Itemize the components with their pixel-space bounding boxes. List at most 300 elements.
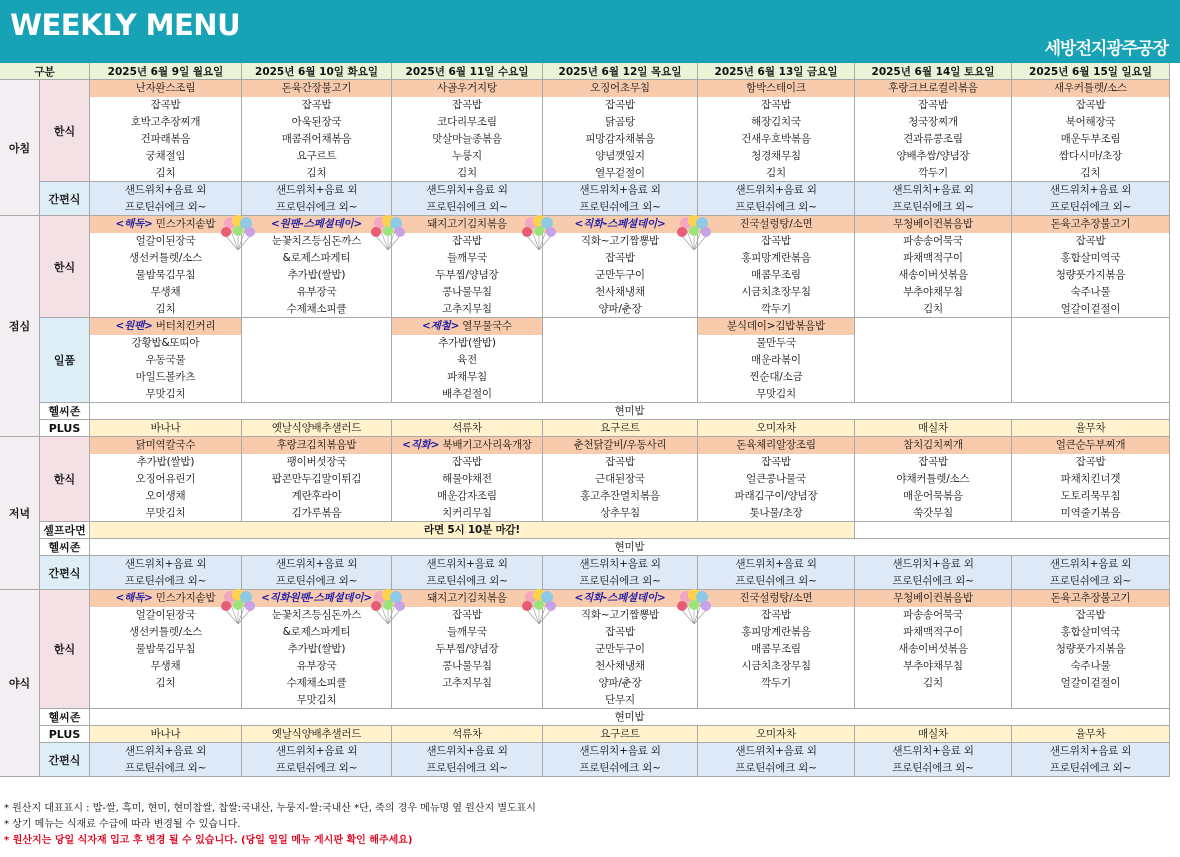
menu-item: 김치	[457, 167, 477, 179]
menu-main-dish: 난자완스조림	[90, 80, 241, 97]
menu-item: 홍피망계란볶음	[741, 626, 811, 638]
menu-item: 닭곰탕	[605, 116, 635, 128]
menu-item: 잡곡밥	[150, 99, 181, 111]
menu-item: 매운두부조림	[1060, 133, 1121, 145]
menu-item: 물밤묵김무침	[135, 269, 196, 281]
menu-item: 김치	[766, 167, 786, 179]
menu-item: 피망감자채볶음	[585, 133, 655, 145]
footer-notes	[4, 801, 1174, 849]
plus-cell	[90, 726, 242, 743]
menu-item: 얼갈이된장국	[135, 235, 196, 247]
menu-item: 파송송어묵국	[903, 235, 963, 247]
menu-main-dish: 돼지고기김치볶음	[392, 216, 542, 233]
menu-main-dish: 돈육고추장불고기	[1012, 590, 1169, 607]
menu-item: 매운어묵볶음	[903, 490, 963, 502]
menu-item: 추가밥(쌀밥)	[136, 456, 195, 468]
menu-item: 프로틴쉬에크 외~	[90, 573, 241, 590]
subsection-label: 한식	[40, 437, 90, 522]
menu-item: 잡곡밥	[452, 456, 482, 468]
plus-item: 매실차	[918, 422, 948, 434]
section-label: 아침	[0, 80, 40, 216]
menu-cell	[543, 556, 698, 590]
menu-item: 부추야채무침	[903, 286, 963, 298]
plus-cell	[698, 420, 855, 437]
menu-cell	[855, 590, 1012, 709]
column-header-day: 2025년 6월 15일 일요일	[1012, 63, 1170, 80]
menu-item: 생선커틀렛/소스	[129, 626, 202, 638]
menu-item: 쌈다시마/초장	[1059, 150, 1122, 162]
subsection-label: 헬씨존	[40, 403, 90, 420]
menu-item: 시금치초장무침	[741, 660, 811, 672]
menu-tag: <직화원팬-스페셜데이>	[261, 592, 372, 604]
plus-cell	[1012, 726, 1170, 743]
menu-item: 잡곡밥	[605, 252, 635, 264]
plus-item: 율무차	[1075, 728, 1106, 740]
menu-item: 야채커틀렛/소스	[896, 473, 970, 485]
menu-item: 매콤무조림	[751, 643, 801, 655]
menu-item: 매콤무조림	[751, 269, 801, 281]
menu-cell	[242, 318, 392, 403]
menu-item: 단무지	[605, 694, 635, 706]
menu-item: 김가루볶음	[291, 507, 342, 519]
menu-cell	[242, 182, 392, 216]
menu-item: &로제스파게티	[282, 626, 351, 638]
menu-item: 청량풋가지볶음	[1055, 269, 1126, 281]
menu-item: 매운감자조림	[437, 490, 497, 502]
healthy-zone-item: 현미밥	[614, 541, 645, 553]
menu-main-dish: 샌드위치+음료 외	[698, 556, 854, 573]
menu-main-dish	[242, 216, 391, 233]
self-ramen-notice	[90, 522, 855, 539]
menu-item: 프로틴쉬에크 외~	[1012, 199, 1169, 216]
plus-cell	[242, 420, 392, 437]
menu-main-dish: 후랑크브로컬리볶음	[855, 80, 1011, 97]
menu-main-dish: 참치김치찌개	[855, 437, 1011, 454]
menu-item: 요구르트	[296, 150, 337, 162]
menu-main-dish: 얼큰순두부찌개	[1012, 437, 1169, 454]
menu-item: &로제스파게티	[282, 252, 351, 264]
menu-item: 파채치킨너겟	[1060, 473, 1121, 485]
menu-item: 프로틴쉬에크 외~	[1012, 573, 1169, 590]
self-ramen-text: 라면 5시 10분 마감!	[424, 524, 520, 536]
menu-item: 건새우호박볶음	[741, 133, 811, 145]
menu-main-dish: 닭미역칼국수	[90, 437, 241, 454]
menu-tag: <원팬-스페셜데이>	[271, 218, 362, 230]
menu-main-dish: 샌드위치+음료 외	[1012, 556, 1169, 573]
healthy-zone-item: 현미밥	[614, 711, 645, 723]
menu-item: 양념깻잎지	[595, 150, 645, 162]
menu-item: 프로틴쉬에크 외~	[242, 573, 391, 590]
menu-tag: <해독>	[115, 218, 153, 230]
menu-item: 매운라볶이	[751, 354, 801, 366]
menu-item: 군만두구이	[595, 269, 645, 281]
column-header-day: 2025년 6월 10일 화요일	[242, 63, 392, 80]
menu-main-dish: 춘천닭갈비/우동사리	[543, 437, 697, 454]
menu-item: 숙주나물	[1070, 660, 1111, 672]
menu-item: 견과류콩조림	[903, 133, 963, 145]
menu-cell	[392, 318, 543, 403]
menu-item: 얼갈이된장국	[135, 609, 196, 621]
menu-main-dish: 진국설렁탕/소면	[698, 216, 854, 233]
menu-item: 무생채	[150, 286, 181, 298]
menu-item: 청국장찌개	[908, 116, 958, 128]
menu-cell	[543, 182, 698, 216]
plus-item: 바나나	[150, 422, 181, 434]
menu-item: 팝콘만두김말이튀김	[271, 473, 362, 485]
menu-item: 잡곡밥	[1075, 235, 1106, 247]
balloon-bouquet-icon	[521, 588, 557, 628]
menu-item: 유부장국	[296, 286, 337, 298]
menu-item: 미역줄기볶음	[1060, 507, 1121, 519]
company-logo-text: 세방전지광주공장	[1044, 39, 1168, 59]
menu-item: 팽이버섯장국	[286, 456, 347, 468]
subsection-label: 헬씨존	[40, 709, 90, 726]
menu-item: 홍피망계란볶음	[741, 252, 811, 264]
menu-item: 잡곡밥	[761, 99, 791, 111]
menu-cell	[543, 318, 698, 403]
menu-item: 치커리무침	[442, 507, 492, 519]
menu-cell	[392, 80, 543, 182]
menu-item: 청경채무침	[751, 150, 801, 162]
menu-item: 잡곡밥	[761, 235, 791, 247]
menu-item: 군만두구이	[595, 643, 645, 655]
plus-cell	[1012, 420, 1170, 437]
menu-item: 홍합살미역국	[1060, 252, 1121, 264]
menu-tag: <원팬>	[115, 320, 153, 332]
menu-main-dish: 돈육체리알장조림	[698, 437, 854, 454]
menu-item: 파송송어묵국	[903, 609, 963, 621]
menu-cell	[392, 437, 543, 522]
section-label: 점심	[0, 216, 40, 437]
menu-main-dish: 샌드위치+음료 외	[392, 743, 542, 760]
menu-item: 마일드볼카츠	[135, 371, 196, 383]
menu-item: 얼큰콩나물국	[746, 473, 806, 485]
section-label: 야식	[0, 590, 40, 777]
menu-item: 상추무침	[600, 507, 640, 519]
subsection-label: 헬씨존	[40, 539, 90, 556]
menu-item: 잡곡밥	[452, 609, 482, 621]
menu-item: 고추지무침	[442, 303, 492, 315]
menu-cell	[1012, 743, 1170, 777]
plus-item: 율무차	[1075, 422, 1106, 434]
menu-item: 프로틴쉬에크 외~	[855, 199, 1011, 216]
menu-cell	[543, 80, 698, 182]
subsection-label: PLUS	[40, 726, 90, 743]
menu-cell	[698, 743, 855, 777]
menu-cell	[698, 80, 855, 182]
menu-item: 잡곡밥	[761, 456, 791, 468]
menu-item: 쑥갓무침	[913, 507, 953, 519]
menu-cell	[1012, 556, 1170, 590]
balloon-bouquet-icon	[370, 588, 406, 628]
menu-main-dish: 샌드위치+음료 외	[698, 743, 854, 760]
menu-item: 눈꽃치즈등심돈까스	[271, 235, 362, 247]
menu-main-dish: 샌드위치+음료 외	[855, 556, 1011, 573]
menu-item: 무생채	[150, 660, 181, 672]
balloon-bouquet-icon	[370, 214, 406, 254]
plus-item: 바나나	[150, 728, 181, 740]
menu-cell	[90, 743, 242, 777]
menu-main-dish: 샌드위치+음료 외	[242, 556, 391, 573]
menu-item: 콩나물무침	[442, 286, 492, 298]
menu-item: 파래김구이/양념장	[734, 490, 818, 502]
menu-main-dish: 오징어초무침	[543, 80, 697, 97]
menu-item: 무맛김치	[145, 388, 186, 400]
plus-cell	[855, 420, 1012, 437]
menu-item: 북어해장국	[1065, 116, 1116, 128]
menu-cell	[855, 80, 1012, 182]
section-label: 저녁	[0, 437, 40, 590]
plus-item: 옛날식양배추샐러드	[271, 728, 362, 740]
menu-main-dish: 돈육간장불고기	[242, 80, 391, 97]
menu-main-dish: 샌드위치+음료 외	[90, 182, 241, 199]
menu-item: 김치	[306, 167, 327, 179]
menu-cell	[90, 556, 242, 590]
menu-item: 양파/춘장	[598, 303, 642, 315]
menu-item: 깍두기	[761, 303, 791, 315]
menu-item: 천사채냉채	[595, 660, 645, 672]
menu-item: 잡곡밥	[605, 456, 635, 468]
menu-item: 아욱된장국	[291, 116, 342, 128]
menu-item: 프로틴쉬에크 외~	[698, 199, 854, 216]
menu-cell	[698, 590, 855, 709]
menu-item: 새송이버섯볶음	[898, 269, 968, 281]
balloon-bouquet-icon	[521, 214, 557, 254]
menu-cell	[1012, 437, 1170, 522]
menu-tag: <직화>	[402, 439, 440, 451]
menu-item: 양배추쌈/양념장	[896, 150, 970, 162]
menu-item: 홍고추잔멸치볶음	[580, 490, 660, 502]
menu-main-dish: 샌드위치+음료 외	[543, 743, 697, 760]
menu-item: 김치	[155, 677, 176, 689]
menu-main-dish: 함박스테이크	[698, 80, 854, 97]
menu-cell	[392, 182, 543, 216]
menu-item: 깍두기	[761, 677, 791, 689]
menu-item: 건파래볶음	[140, 133, 191, 145]
menu-cell	[1012, 80, 1170, 182]
menu-tag: <해독>	[115, 592, 153, 604]
menu-main-dish: 분식데이>김밥볶음밥	[698, 318, 854, 335]
menu-item: 프로틴쉬에크 외~	[543, 199, 697, 216]
menu-item: 프로틴쉬에크 외~	[543, 760, 697, 777]
menu-cell	[90, 318, 242, 403]
menu-item: 무맛김치	[756, 388, 796, 400]
menu-item: 고추지무침	[442, 677, 492, 689]
menu-item: 파채맥적구이	[903, 626, 963, 638]
plus-cell	[543, 726, 698, 743]
page-title: WEEKLY MENU	[10, 8, 241, 42]
menu-cell	[90, 437, 242, 522]
menu-item: 잡곡밥	[452, 235, 482, 247]
plus-item: 요구르트	[600, 728, 640, 740]
menu-cell	[543, 437, 698, 522]
subsection-label: 간편식	[40, 556, 90, 590]
menu-item: 김치	[155, 303, 176, 315]
menu-item: 얼갈이겉절이	[1060, 677, 1121, 689]
menu-item: 김치	[923, 677, 943, 689]
menu-cell	[855, 318, 1012, 403]
footer-line-warning: * 원산지는 당일 식자재 입고 후 변경 될 수 있습니다. (당일 일일 메뉴 게시판 확인 해주세요)	[4, 835, 413, 846]
menu-item: 프로틴쉬에크 외~	[242, 760, 391, 777]
menu-item: 프로틴쉬에크 외~	[1012, 760, 1169, 777]
menu-table	[0, 63, 1180, 801]
menu-item: 무맛김치	[145, 507, 186, 519]
menu-main-dish: <원팬> 버터치킨커리	[90, 318, 241, 335]
menu-main-dish: 진국설렁탕/소면	[698, 590, 854, 607]
menu-item: 육전	[457, 354, 477, 366]
subsection-label: 간편식	[40, 182, 90, 216]
menu-item: 프로틴쉬에크 외~	[698, 760, 854, 777]
menu-cell	[392, 556, 543, 590]
plus-item: 석류차	[452, 422, 482, 434]
plus-cell	[543, 420, 698, 437]
menu-item: 프로틴쉬에크 외~	[392, 573, 542, 590]
menu-cell	[698, 182, 855, 216]
menu-item: 추가밥(쌀밥)	[287, 269, 346, 281]
healthy-zone-cell	[90, 709, 1170, 726]
menu-main-dish: 사골우거지탕	[392, 80, 542, 97]
menu-tag: <제철>	[422, 320, 460, 332]
menu-item: 잡곡밥	[605, 626, 635, 638]
menu-cell	[855, 743, 1012, 777]
menu-cell	[242, 437, 392, 522]
menu-main-dish: <해독> 민스가지솥밥	[90, 216, 241, 233]
menu-item: 얼갈이겉절이	[1060, 303, 1121, 315]
menu-item: 두부찜/양념장	[435, 643, 499, 655]
footer-line-origin: * 원산지 대표표시 : 밥-쌀, 흑미, 현미, 현미찹쌀, 찹쌀:국내산, 누룽지-쌀:국내산 *단, 죽의 경우 메뉴명 옆 원산지 별도표시	[4, 803, 536, 814]
balloon-bouquet-icon	[220, 588, 256, 628]
plus-cell	[698, 726, 855, 743]
menu-cell	[855, 182, 1012, 216]
menu-item: 추가밥(쌀밥)	[438, 337, 496, 349]
menu-item: 해물야채전	[442, 473, 492, 485]
menu-item: 깍두기	[918, 167, 948, 179]
plus-item: 매실차	[918, 728, 948, 740]
menu-main-dish: 샌드위치+음료 외	[242, 182, 391, 199]
menu-item: 근대된장국	[595, 473, 645, 485]
menu-cell	[242, 743, 392, 777]
menu-item: 프로틴쉬에크 외~	[392, 760, 542, 777]
menu-main-dish: 샌드위치+음료 외	[242, 743, 391, 760]
menu-item: 새송이버섯볶음	[898, 643, 968, 655]
menu-main-dish: 무청베이컨볶음밥	[855, 590, 1011, 607]
menu-item: 추가밥(쌀밥)	[287, 643, 346, 655]
balloon-bouquet-icon	[220, 214, 256, 254]
menu-item: 파채무침	[447, 371, 487, 383]
column-header-day: 2025년 6월 12일 목요일	[543, 63, 698, 80]
menu-item: 물밤묵김무침	[135, 643, 196, 655]
menu-main-dish: 샌드위치+음료 외	[698, 182, 854, 199]
menu-item: 호박고추장찌개	[130, 116, 201, 128]
subsection-label: 일품	[40, 318, 90, 403]
menu-main-dish: <직화> 북배기고사리육개장	[392, 437, 542, 454]
menu-item: 직화~고기짬뽕밥	[580, 235, 660, 247]
healthy-zone-cell	[90, 403, 1170, 420]
menu-tag: <직화-스페셜데이>	[574, 592, 666, 604]
menu-item: 직화~고기짬뽕밥	[580, 609, 660, 621]
menu-cell	[698, 318, 855, 403]
menu-item: 유부장국	[296, 660, 337, 672]
menu-main-dish: 샌드위치+음료 외	[90, 556, 241, 573]
menu-item: 홍합살미역국	[1060, 626, 1121, 638]
menu-item: 강황밥&또띠아	[131, 337, 200, 349]
subsection-label: 셀프라면	[40, 522, 90, 539]
subsection-label: 간편식	[40, 743, 90, 777]
menu-cell	[698, 437, 855, 522]
menu-main-dish: 돼지고기김치볶음	[392, 590, 542, 607]
menu-cell	[90, 182, 242, 216]
menu-item: 잡곡밥	[761, 609, 791, 621]
menu-cell	[698, 216, 855, 318]
menu-item: 콩나물무침	[442, 660, 492, 672]
menu-item: 숙주나물	[1070, 286, 1111, 298]
menu-item: 김치	[1080, 167, 1101, 179]
menu-item: 잡곡밥	[452, 99, 482, 111]
menu-cell	[855, 216, 1012, 318]
menu-item: 파채맥적구이	[903, 252, 963, 264]
subsection-label: PLUS	[40, 420, 90, 437]
menu-item: 프로틴쉬에크 외~	[698, 573, 854, 590]
menu-item: 시금치초장무침	[741, 286, 811, 298]
menu-item: 계란후라이	[291, 490, 342, 502]
menu-item: 천사채냉채	[595, 286, 645, 298]
healthy-zone-item: 현미밥	[614, 405, 645, 417]
menu-item: 청량풋가지볶음	[1055, 643, 1126, 655]
menu-item: 프로틴쉬에크 외~	[90, 199, 241, 216]
menu-cell	[1012, 590, 1170, 709]
empty-cell	[855, 522, 1170, 539]
footer-line-change: * 상기 메뉴는 식재료 수급에 따라 변경될 수 있습니다.	[4, 819, 241, 830]
menu-main-dish: 샌드위치+음료 외	[1012, 182, 1169, 199]
menu-main-dish: 샌드위치+음료 외	[543, 556, 697, 573]
menu-item: 톳나물/초장	[749, 507, 803, 519]
menu-cell	[543, 590, 698, 709]
plus-item: 요구르트	[600, 422, 640, 434]
menu-item: 찐순대/소금	[749, 371, 803, 383]
column-header-label: 구분	[0, 63, 90, 80]
menu-item: 오징어유린기	[135, 473, 196, 485]
menu-item: 무맛김치	[296, 694, 337, 706]
plus-item: 오미자차	[756, 422, 796, 434]
column-header-day: 2025년 6월 14일 토요일	[855, 63, 1012, 80]
menu-cell	[1012, 182, 1170, 216]
menu-main-dish: 샌드위치+음료 외	[392, 182, 542, 199]
menu-item: 양파/춘장	[598, 677, 642, 689]
plus-cell	[855, 726, 1012, 743]
plus-item: 석류차	[452, 728, 482, 740]
page-header	[0, 0, 1180, 63]
menu-item: 잡곡밥	[1075, 456, 1106, 468]
menu-tag: <직화-스페셜데이>	[574, 218, 666, 230]
menu-item: 프로틴쉬에크 외~	[242, 199, 391, 216]
menu-cell	[543, 743, 698, 777]
menu-cell	[392, 743, 543, 777]
menu-item: 잡곡밥	[918, 456, 948, 468]
plus-cell	[392, 726, 543, 743]
menu-cell	[242, 80, 392, 182]
menu-main-dish: 샌드위치+음료 외	[855, 182, 1011, 199]
subsection-label: 한식	[40, 80, 90, 182]
plus-cell	[242, 726, 392, 743]
plus-item: 오미자차	[756, 728, 796, 740]
menu-item: 프로틴쉬에크 외~	[855, 760, 1011, 777]
menu-main-dish: 돈육고추장불고기	[1012, 216, 1169, 233]
column-header-day: 2025년 6월 9일 월요일	[90, 63, 242, 80]
menu-main-dish: <제철> 열무물국수	[392, 318, 542, 335]
plus-cell	[90, 420, 242, 437]
menu-item: 생선커틀렛/소스	[129, 252, 202, 264]
menu-item: 두부찜/양념장	[435, 269, 499, 281]
